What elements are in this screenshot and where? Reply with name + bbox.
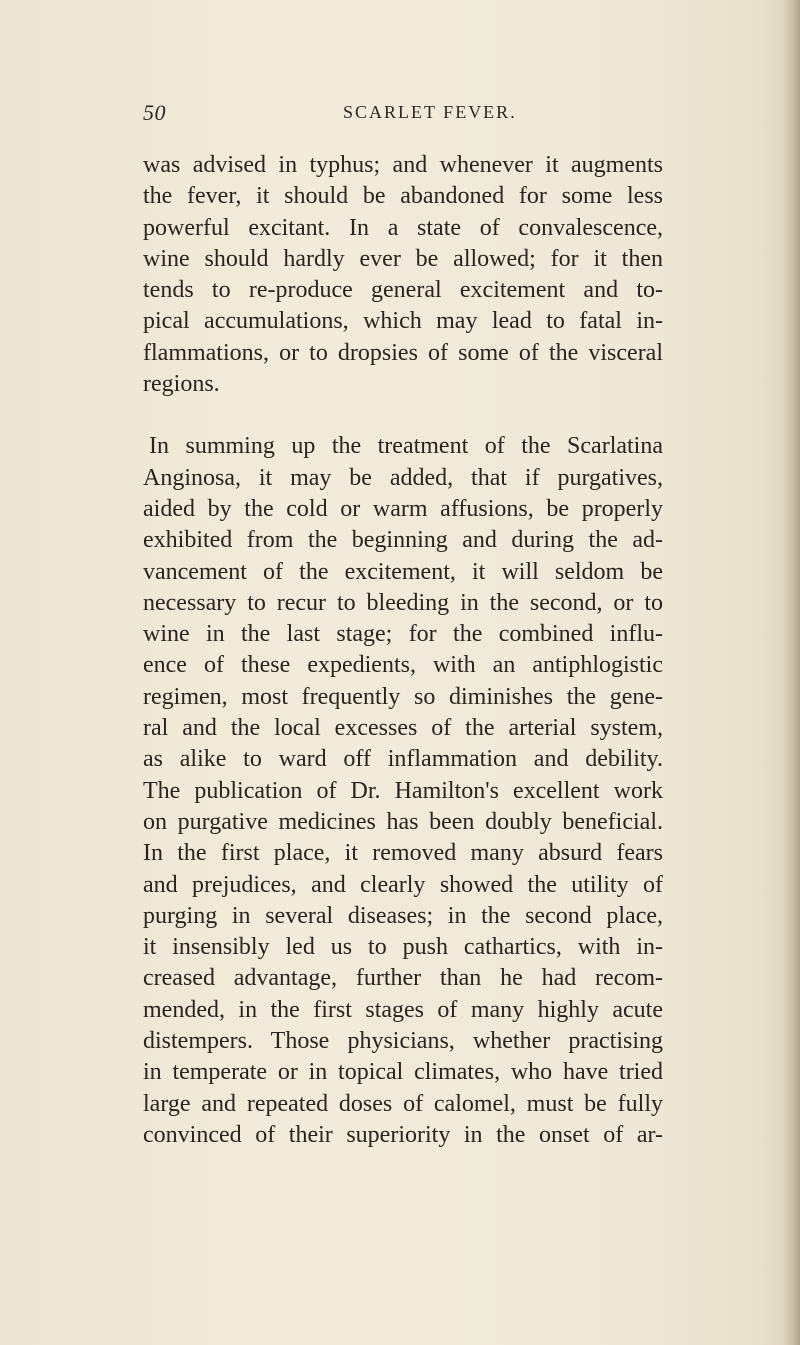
- text-line: was advised in typhus; and whenever it augments: [143, 152, 663, 178]
- paragraph-spacer: [143, 400, 663, 431]
- text-line: creased advantage, further than he had recom-: [143, 965, 663, 992]
- text-line: ral and the local excesses of the arterial system,: [143, 715, 663, 742]
- text-line: ence of these expedients, with an antiphlogistic: [143, 652, 663, 679]
- page-number: 50: [143, 100, 166, 125]
- body-text: [143, 150, 663, 1151]
- text-line: Anginosa, it may be added, that if purgatives,: [143, 464, 663, 491]
- page-binding-shadow: [782, 0, 800, 1345]
- text-line: distempers. Those physicians, whether practising: [143, 1028, 663, 1055]
- text-line: In summing up the treatment of the Scarlatina: [149, 433, 663, 460]
- text-line: wine should hardly ever be allowed; for it then: [143, 245, 663, 272]
- text-line: flammations, or to dropsies of some of the visceral: [143, 339, 663, 366]
- text-line: In the first place, it removed many absurd fears: [143, 840, 663, 867]
- text-line: on purgative medicines has been doubly beneficial.: [143, 808, 663, 835]
- text-line: and prejudices, and clearly showed the utility of: [143, 871, 663, 898]
- text-line: powerful excitant. In a state of convalescence,: [143, 214, 663, 241]
- text-line: wine in the last stage; for the combined influ-: [143, 621, 663, 648]
- page-header: [143, 100, 663, 134]
- text-line: aided by the cold or warm affusions, be properly: [143, 495, 663, 522]
- text-line: regimen, most frequently so diminishes the gene-: [143, 683, 663, 710]
- text-line: necessary to recur to bleeding in the second, or to: [143, 589, 663, 616]
- text-line: it insensibly led us to push cathartics, with in-: [143, 934, 663, 961]
- running-head: SCARLET FEVER.: [343, 102, 517, 122]
- text-line: regions.: [143, 371, 220, 398]
- text-line: purging in several diseases; in the second place,: [143, 902, 663, 929]
- text-line: mended, in the first stages of many highly acute: [143, 996, 663, 1023]
- paragraph-2: [143, 431, 663, 1151]
- text-line: as alike to ward off inflammation and debility.: [143, 746, 663, 773]
- text-line: The publication of Dr. Hamilton's excellent work: [143, 777, 663, 804]
- text-line: tends to re-produce general excitement and to-: [143, 277, 663, 304]
- text-line: in temperate or in topical climates, who have tried: [143, 1059, 663, 1086]
- text-line: convinced of their superiority in the onset of ar-: [143, 1121, 663, 1148]
- text-line: large and repeated doses of calomel, must be fully: [143, 1090, 663, 1117]
- text-line: exhibited from the beginning and during the ad-: [143, 527, 663, 554]
- paragraph-1: [143, 150, 663, 400]
- text-line: the fever, it should be abandoned for some less: [143, 183, 663, 210]
- text-line: vancement of the excitement, it will seldom be: [143, 558, 663, 585]
- text-line: pical accumulations, which may lead to fatal in-: [143, 308, 663, 335]
